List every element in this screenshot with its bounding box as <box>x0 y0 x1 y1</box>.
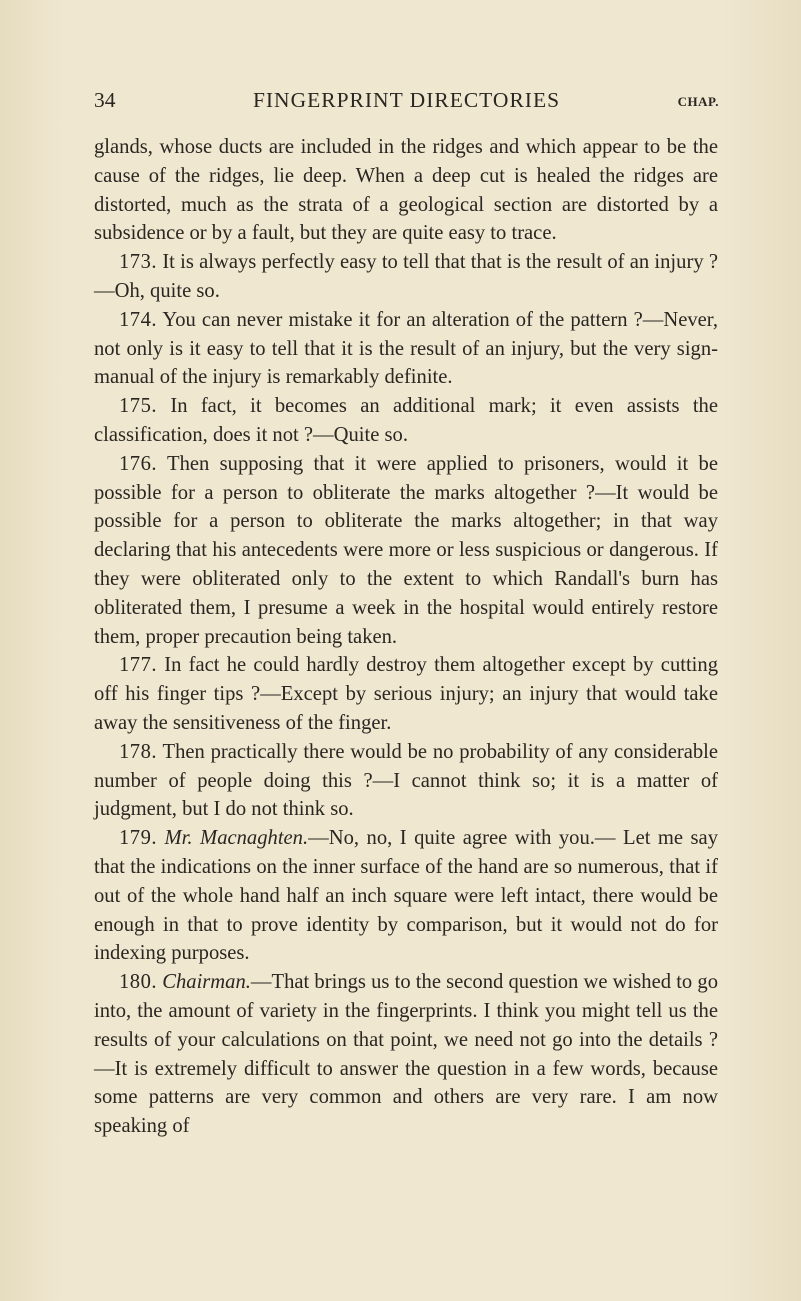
question-173 <box>94 248 718 306</box>
question-number: 178. <box>119 740 158 763</box>
paragraph-text: —No, no, I quite agree with you.— Let me say that the indications on the inner surface of the hand are so numerous, that if out of the whole hand half an inch square were left intact, there would be enough in that to prove identity by comparison, but it would not do for indexing purposes. <box>94 827 718 965</box>
paragraph-text: In fact, it becomes an additional mark; it even assists the classification, does it not ?—Quite so. <box>94 395 718 446</box>
question-number: 176. <box>119 452 158 475</box>
paragraph-text: You can never mistake it for an alteration of the pattern ?—Never, not only is it easy to tell that it is the result of an injury, but the very sign-manual of the injury is remarkably definite. <box>94 308 718 389</box>
page-number: 34 <box>94 88 116 112</box>
question-180 <box>94 968 718 1141</box>
paragraph-text: —That brings us to the second question we wished to go into, the amount of variety in the fingerprints. I think you might tell us the results of your calculations on that point, we need not go into the details ?—It is extremely difficult to answer the question in a few words, because some patterns are very common and others are very rare. I am now speaking of <box>94 971 718 1138</box>
question-number: 179. <box>119 827 158 850</box>
question-178 <box>94 738 718 824</box>
speaker-name: Chairman. <box>162 971 251 994</box>
question-number: 175. <box>119 395 158 418</box>
question-number: 180. <box>119 971 158 994</box>
question-175 <box>94 392 718 450</box>
paragraph-text: glands, whose ducts are included in the ridges and which appear to be the cause of the ridges, lie deep. When a deep cut is healed the ridges are distorted, much as the strata of a geological section are distorted by a subsidence or by a fault, but they are quite easy to trace. <box>94 136 718 245</box>
body-text <box>94 133 718 1141</box>
paragraph-text: It is always perfectly easy to tell that that is the result of an injury ?—Oh, quite so. <box>94 251 719 302</box>
question-number: 174. <box>119 308 158 331</box>
chapter-mark: CHAP. <box>677 94 719 109</box>
paragraph-text: In fact he could hardly destroy them altogether except by cutting off his finger tips ?—Except by serious injury; an injury that would take away the sensitiveness of the finger. <box>94 654 718 734</box>
question-number: 177. <box>119 654 158 677</box>
question-179 <box>94 824 718 968</box>
question-174 <box>94 306 718 392</box>
paragraph-text: Then supposing that it were applied to prisoners, would it be possible for a person to obliterate the marks altogether ?—It would be possible for a person to obliterate the marks altogether; in that way declaring that his antecedents were more or less suspicious or dangerous. If they were obliterated only to the extent to which Randall's burn has obliterated them, I presume a week in the hospital would entirely restore them, proper precaution being taken. <box>94 452 718 648</box>
running-header <box>94 86 719 114</box>
paragraph-continuation <box>94 133 718 248</box>
question-number: 173. <box>119 251 158 274</box>
paragraph-text: Then practically there would be no probability of any considerable number of people doing this ?—I cannot think so; it is a matter of judgment, but I do not think so. <box>94 740 719 821</box>
speaker-name: Mr. Macnaghten. <box>164 827 309 850</box>
running-title: FINGERPRINT DIRECTORIES <box>252 88 561 112</box>
question-177 <box>94 651 718 737</box>
question-176 <box>94 450 718 652</box>
